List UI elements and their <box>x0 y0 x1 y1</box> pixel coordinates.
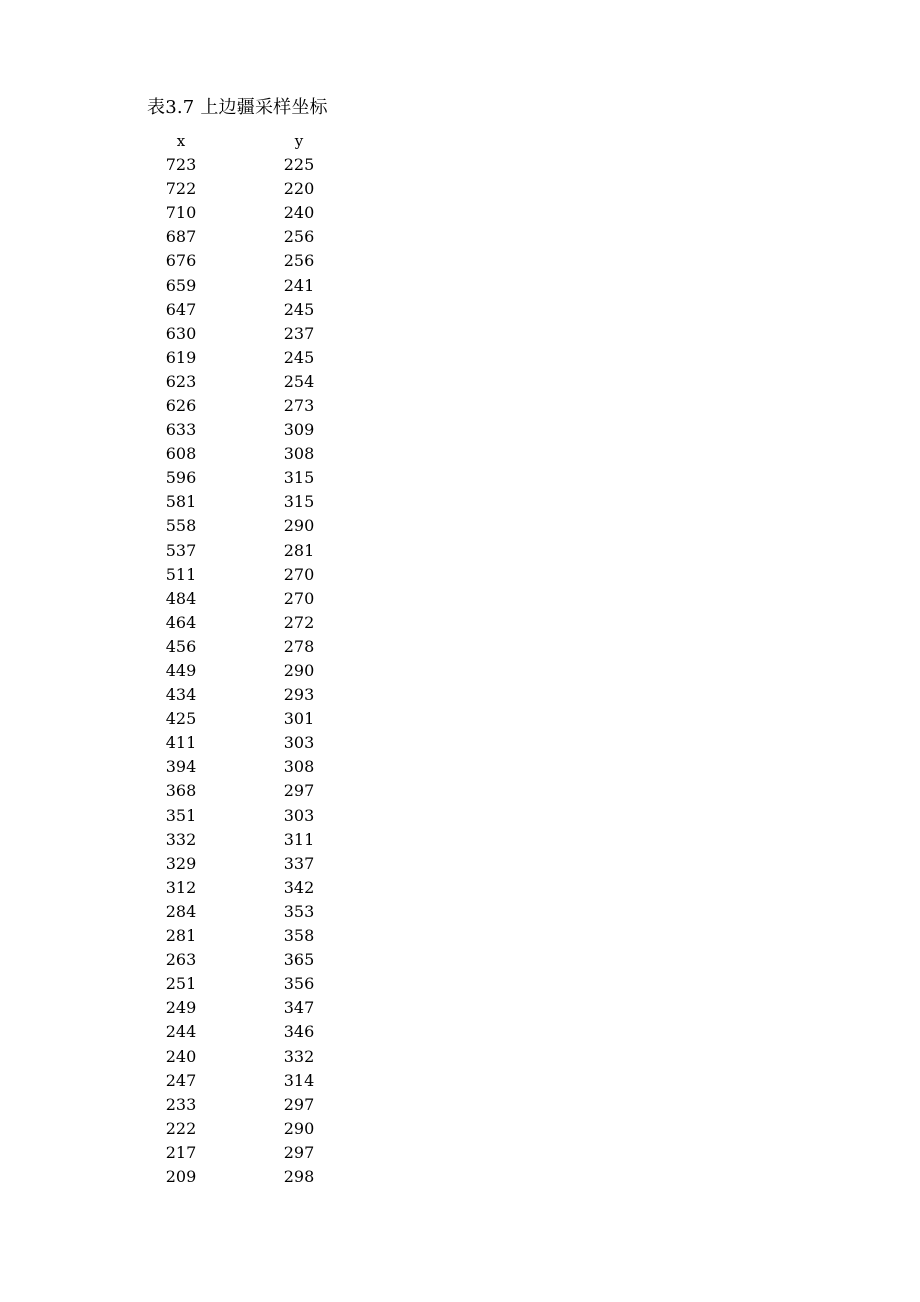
cell-spacer <box>212 177 268 201</box>
cell-y: 337 <box>283 853 315 873</box>
table-row <box>150 683 330 707</box>
table-row <box>150 177 330 201</box>
cell-spacer <box>212 587 268 611</box>
table-row <box>150 852 330 876</box>
table-body <box>150 153 330 1189</box>
cell-y: 281 <box>283 540 315 560</box>
table-row <box>150 972 330 996</box>
table-row <box>150 514 330 538</box>
coordinate-table <box>150 128 330 1189</box>
cell-spacer <box>212 1165 268 1189</box>
cell-y: 297 <box>283 1094 315 1114</box>
table-row <box>150 370 330 394</box>
cell-x: 281 <box>165 926 197 946</box>
cell-x: 240 <box>165 1046 197 1066</box>
cell-y: 303 <box>283 805 315 825</box>
cell-spacer <box>212 948 268 972</box>
cell-x: 537 <box>165 540 197 560</box>
cell-spacer <box>212 322 268 346</box>
cell-y: 290 <box>283 661 315 681</box>
cell-spacer <box>212 731 268 755</box>
cell-y: 358 <box>283 926 315 946</box>
cell-y: 297 <box>283 781 315 801</box>
column-spacer <box>212 128 268 153</box>
cell-spacer <box>212 490 268 514</box>
cell-spacer <box>212 249 268 273</box>
table-row <box>150 755 330 779</box>
table-row <box>150 466 330 490</box>
table-row <box>150 225 330 249</box>
cell-y: 301 <box>283 709 315 729</box>
cell-x: 411 <box>165 733 197 753</box>
column-header-x: x <box>176 131 186 150</box>
cell-y: 245 <box>283 347 315 367</box>
cell-spacer <box>212 418 268 442</box>
cell-y: 346 <box>283 1022 315 1042</box>
cell-x: 284 <box>165 901 197 921</box>
table-row <box>150 731 330 755</box>
cell-spacer <box>212 394 268 418</box>
table-row <box>150 490 330 514</box>
table-row <box>150 249 330 273</box>
cell-x: 351 <box>165 805 197 825</box>
cell-y: 254 <box>283 371 315 391</box>
cell-y: 356 <box>283 974 315 994</box>
cell-x: 608 <box>165 444 197 464</box>
cell-x: 249 <box>165 998 197 1018</box>
cell-spacer <box>212 1093 268 1117</box>
table-row <box>150 779 330 803</box>
cell-x: 619 <box>165 347 197 367</box>
cell-spacer <box>212 683 268 707</box>
table-row <box>150 804 330 828</box>
cell-spacer <box>212 273 268 297</box>
cell-x: 222 <box>165 1118 197 1138</box>
cell-x: 263 <box>165 950 197 970</box>
cell-x: 329 <box>165 853 197 873</box>
cell-y: 311 <box>283 829 315 849</box>
cell-spacer <box>212 1141 268 1165</box>
cell-y: 315 <box>283 492 315 512</box>
table-row <box>150 563 330 587</box>
cell-y: 347 <box>283 998 315 1018</box>
cell-spacer <box>212 442 268 466</box>
cell-spacer <box>212 635 268 659</box>
cell-spacer <box>212 779 268 803</box>
cell-spacer <box>212 514 268 538</box>
cell-y: 273 <box>283 395 315 415</box>
cell-spacer <box>212 201 268 225</box>
table-row <box>150 539 330 563</box>
cell-spacer <box>212 611 268 635</box>
table-row <box>150 153 330 177</box>
cell-spacer <box>212 153 268 177</box>
table-row <box>150 201 330 225</box>
cell-x: 722 <box>165 179 197 199</box>
cell-x: 484 <box>165 588 197 608</box>
cell-x: 659 <box>165 275 197 295</box>
table-row <box>150 828 330 852</box>
cell-x: 456 <box>165 636 197 656</box>
cell-spacer <box>212 924 268 948</box>
table-row <box>150 1093 330 1117</box>
cell-x: 394 <box>165 757 197 777</box>
cell-y: 293 <box>283 685 315 705</box>
cell-x: 596 <box>165 468 197 488</box>
table-row <box>150 418 330 442</box>
cell-x: 312 <box>165 877 197 897</box>
cell-y: 332 <box>283 1046 315 1066</box>
cell-spacer <box>212 466 268 490</box>
cell-y: 220 <box>283 179 315 199</box>
cell-spacer <box>212 876 268 900</box>
column-header-y: y <box>294 131 304 150</box>
cell-x: 581 <box>165 492 197 512</box>
cell-y: 270 <box>283 588 315 608</box>
table-row <box>150 876 330 900</box>
table-row <box>150 273 330 297</box>
cell-x: 434 <box>165 685 197 705</box>
cell-y: 308 <box>283 444 315 464</box>
table-title: 表3.7 上边疆采样坐标 <box>147 97 328 118</box>
cell-x: 464 <box>165 612 197 632</box>
cell-x: 217 <box>165 1142 197 1162</box>
cell-spacer <box>212 852 268 876</box>
cell-spacer <box>212 370 268 394</box>
cell-x: 368 <box>165 781 197 801</box>
cell-x: 511 <box>165 564 197 584</box>
table-row <box>150 635 330 659</box>
cell-y: 245 <box>283 299 315 319</box>
cell-y: 240 <box>283 203 315 223</box>
cell-spacer <box>212 707 268 731</box>
table-row <box>150 322 330 346</box>
cell-y: 308 <box>283 757 315 777</box>
table-row <box>150 948 330 972</box>
cell-x: 332 <box>165 829 197 849</box>
table-row <box>150 611 330 635</box>
cell-y: 225 <box>283 155 315 175</box>
table-row <box>150 298 330 322</box>
table-row <box>150 1165 330 1189</box>
cell-x: 209 <box>165 1166 197 1186</box>
cell-x: 723 <box>165 155 197 175</box>
cell-x: 425 <box>165 709 197 729</box>
table-row <box>150 442 330 466</box>
cell-x: 647 <box>165 299 197 319</box>
table-row <box>150 996 330 1020</box>
table-row <box>150 1069 330 1093</box>
cell-spacer <box>212 1044 268 1068</box>
cell-y: 256 <box>283 251 315 271</box>
cell-spacer <box>212 804 268 828</box>
cell-x: 676 <box>165 251 197 271</box>
cell-y: 353 <box>283 901 315 921</box>
cell-spacer <box>212 972 268 996</box>
table-row <box>150 394 330 418</box>
cell-x: 244 <box>165 1022 197 1042</box>
cell-spacer <box>212 1069 268 1093</box>
cell-y: 256 <box>283 227 315 247</box>
cell-y: 342 <box>283 877 315 897</box>
cell-y: 314 <box>283 1070 315 1090</box>
cell-y: 309 <box>283 420 315 440</box>
cell-x: 233 <box>165 1094 197 1114</box>
cell-spacer <box>212 900 268 924</box>
cell-y: 270 <box>283 564 315 584</box>
cell-y: 241 <box>283 275 315 295</box>
cell-spacer <box>212 298 268 322</box>
cell-y: 272 <box>283 612 315 632</box>
cell-spacer <box>212 828 268 852</box>
cell-x: 558 <box>165 516 197 536</box>
table-row <box>150 900 330 924</box>
cell-spacer <box>212 1020 268 1044</box>
cell-y: 278 <box>283 636 315 656</box>
cell-spacer <box>212 1117 268 1141</box>
table-row <box>150 707 330 731</box>
cell-spacer <box>212 996 268 1020</box>
cell-y: 303 <box>283 733 315 753</box>
cell-y: 290 <box>283 516 315 536</box>
cell-spacer <box>212 225 268 249</box>
table-row <box>150 1141 330 1165</box>
cell-spacer <box>212 539 268 563</box>
cell-x: 449 <box>165 661 197 681</box>
cell-x: 710 <box>165 203 197 223</box>
cell-x: 626 <box>165 395 197 415</box>
table-row <box>150 924 330 948</box>
cell-x: 687 <box>165 227 197 247</box>
table-header-row <box>150 128 330 153</box>
cell-x: 623 <box>165 371 197 391</box>
table-row <box>150 1020 330 1044</box>
cell-x: 630 <box>165 323 197 343</box>
cell-x: 247 <box>165 1070 197 1090</box>
cell-spacer <box>212 563 268 587</box>
table-row <box>150 587 330 611</box>
table-row <box>150 659 330 683</box>
table-row <box>150 1044 330 1068</box>
cell-y: 298 <box>283 1166 315 1186</box>
cell-spacer <box>212 755 268 779</box>
table-row <box>150 346 330 370</box>
cell-y: 290 <box>283 1118 315 1138</box>
cell-y: 297 <box>283 1142 315 1162</box>
cell-x: 633 <box>165 420 197 440</box>
cell-y: 315 <box>283 468 315 488</box>
cell-spacer <box>212 346 268 370</box>
cell-x: 251 <box>165 974 197 994</box>
cell-y: 237 <box>283 323 315 343</box>
cell-y: 365 <box>283 950 315 970</box>
table-row <box>150 1117 330 1141</box>
cell-spacer <box>212 659 268 683</box>
